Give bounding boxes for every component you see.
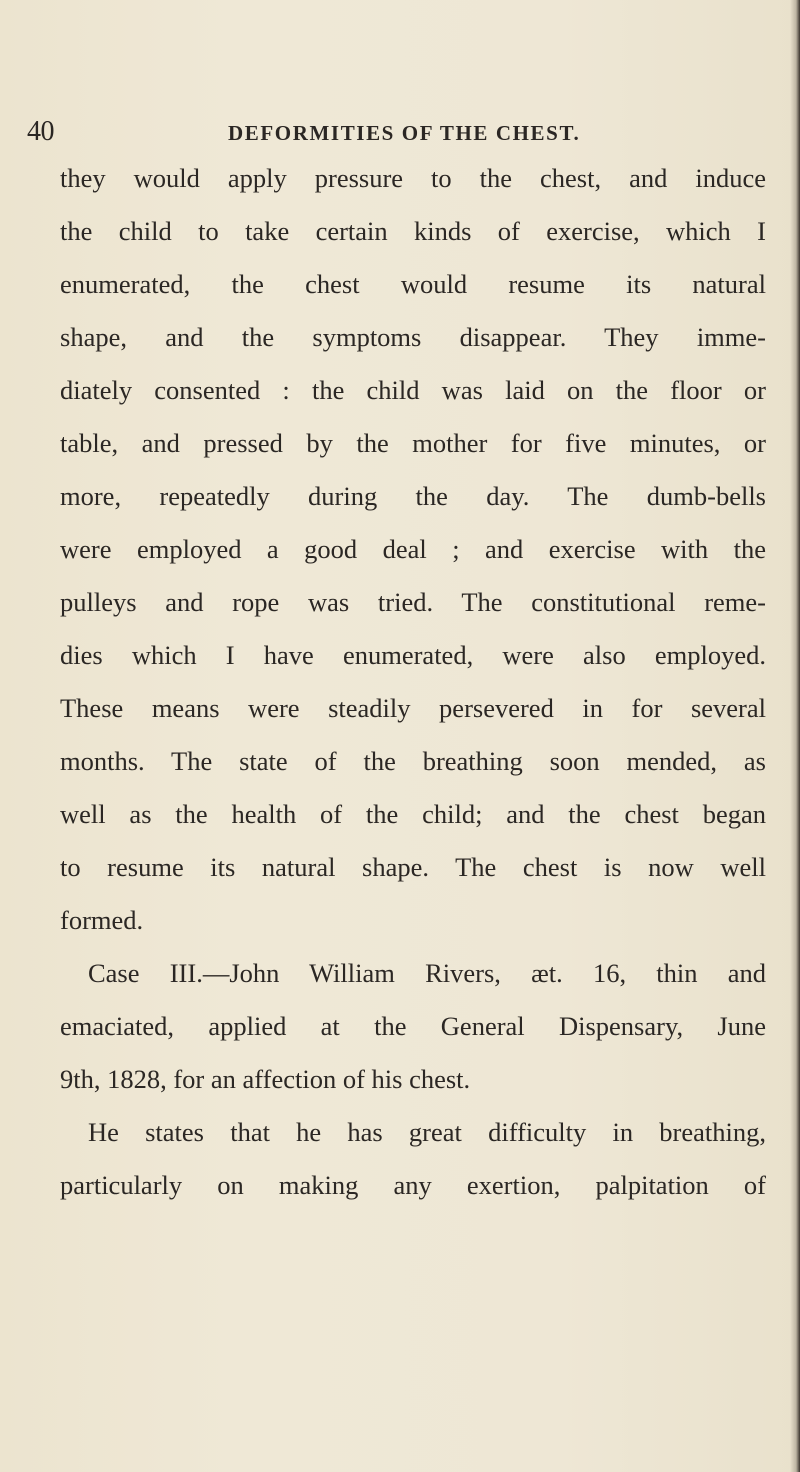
text-line: diately consented : the child was laid on the floor or: [60, 375, 766, 405]
text-line: months. The state of the breathing soon mended, as: [60, 746, 766, 776]
text-line: to resume its natural shape. The chest is now well: [60, 852, 766, 882]
text-line: the child to take certain kinds of exercise, which I: [60, 216, 766, 246]
text-line: dies which I have enumerated, were also employed.: [60, 640, 766, 670]
case-heading-line: Case III.—John William Rivers, æt. 16, thin and: [88, 958, 766, 988]
text-line: He states that he has great difficulty in breathing,: [88, 1117, 766, 1147]
running-title: DEFORMITIES OF THE CHEST.: [228, 121, 581, 145]
text-line: pulleys and rope was tried. The constitutional reme-: [60, 587, 766, 617]
text-line: well as the health of the child; and the chest began: [60, 799, 766, 829]
page-number: 40: [27, 116, 54, 147]
text-line: were employed a good deal ; and exercise with the: [60, 534, 766, 564]
text-line: These means were steadily persevered in for several: [60, 693, 766, 723]
page-header: [0, 117, 800, 147]
text-line: more, repeatedly during the day. The dumb-bells: [60, 481, 766, 511]
page-edge-shadow: [790, 0, 800, 1472]
text-line: particularly on making any exertion, palpitation of: [60, 1170, 766, 1200]
text-line: shape, and the symptoms disappear. They imme-: [60, 322, 766, 352]
text-line: 9th, 1828, for an affection of his chest.: [60, 1064, 471, 1094]
text-line: table, and pressed by the mother for five minutes, or: [60, 428, 766, 458]
text-line: emaciated, applied at the General Dispensary, June: [60, 1011, 766, 1041]
text-line: enumerated, the chest would resume its natural: [60, 269, 766, 299]
text-line: formed.: [60, 905, 144, 935]
text-line: they would apply pressure to the chest, and induce: [60, 163, 766, 193]
